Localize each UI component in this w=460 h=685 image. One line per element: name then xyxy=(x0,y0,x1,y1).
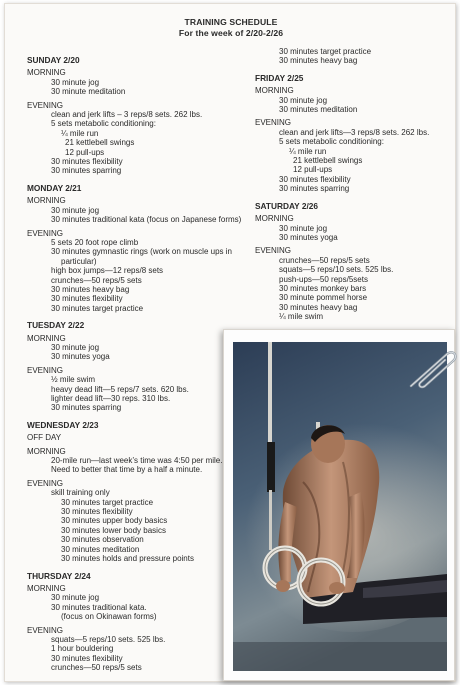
activity: 30 minute jog xyxy=(279,223,328,233)
section-label: MORNING xyxy=(27,196,66,206)
section-label: MORNING xyxy=(27,333,66,343)
day-heading: THURSDAY 2/24 xyxy=(27,570,91,581)
activity: 30 minutes target practice xyxy=(61,497,154,507)
activity: clean and jerk lifts—3 reps/8 sets. 262 lbs. xyxy=(279,127,430,137)
activity: 30 minutes yoga xyxy=(279,232,338,242)
activity: 30 minute jog xyxy=(51,593,100,603)
section-label: EVENING xyxy=(27,100,64,110)
activity: 30 minutes flexibility xyxy=(51,294,123,304)
activity: 30 minutes upper body basics xyxy=(61,516,168,526)
activity: 30 minutes monkey bars xyxy=(279,283,367,293)
activity: 30 minutes flexibility xyxy=(51,653,123,663)
section-label: EVENING xyxy=(27,228,64,238)
activity: 30 minutes lower body basics xyxy=(61,525,166,535)
schedule-page xyxy=(4,3,456,682)
section-label: EVENING xyxy=(255,118,292,128)
day-heading: FRIDAY 2/25 xyxy=(255,72,304,83)
activity: 30 minutes flexibility xyxy=(51,157,123,167)
activity: 30 minute jog xyxy=(51,77,100,87)
section-label: EVENING xyxy=(27,365,64,375)
activity: 30 minutes traditional kata (focus on Japanese forms) xyxy=(51,215,242,225)
activity: 12 pull-ups xyxy=(293,165,333,175)
day-friday xyxy=(255,74,455,194)
activity: particular) xyxy=(61,256,97,266)
right-column xyxy=(255,47,455,322)
day-wednesday xyxy=(27,421,237,564)
activity: squats—5 reps/10 sets. 525 lbs. xyxy=(279,265,394,275)
section-label: EVENING xyxy=(27,625,64,635)
activity: 30 minutes gymnastic rings (work on muscle ups in xyxy=(51,247,232,257)
day-tuesday xyxy=(27,321,237,413)
activity: 30 minutes flexibility xyxy=(61,507,133,517)
page-subtitle: For the week of 2/20-2/26 xyxy=(178,28,284,38)
activity: 30 minute jog xyxy=(51,342,100,352)
activity: 30 minutes observation xyxy=(61,535,144,545)
activity: 30 minute meditation xyxy=(51,87,126,97)
day-sunday xyxy=(27,56,237,176)
activity: lighter dead lift—30 reps. 310 lbs. xyxy=(51,394,171,403)
activity: 21 kettlebell swings xyxy=(293,156,363,166)
activity: 30 minutes flexibility xyxy=(279,174,351,184)
activity: 30 minutes heavy bag xyxy=(279,56,358,66)
activity: Need to better that time by a half a minute. xyxy=(51,465,203,475)
activity: 5 sets metabolic conditioning: xyxy=(279,137,384,147)
day-saturday xyxy=(255,202,455,322)
activity: 30 minutes sparring xyxy=(51,403,122,413)
activity: 30 minute jog xyxy=(51,205,100,215)
section-label: MORNING xyxy=(27,68,66,78)
activity: 5 sets metabolic conditioning: xyxy=(51,119,156,129)
off-day-label: OFF DAY xyxy=(27,433,62,443)
activity: 20-mile run—last week’s time was 4:50 per mile. xyxy=(51,456,223,466)
activity: 30 minutes holds and pressure points xyxy=(61,554,194,564)
activity: 30 minutes meditation xyxy=(61,544,140,554)
day-heading: TUESDAY 2/22 xyxy=(27,320,85,331)
activity: 1 hour bouldering xyxy=(51,644,114,654)
section-label: EVENING xyxy=(255,246,292,256)
activity: 30 minutes heavy bag xyxy=(51,284,130,294)
activity: crunches—50 reps/5 sets xyxy=(51,275,142,285)
activity: squats—5 reps/10 sets. 525 lbs. xyxy=(51,634,166,644)
activity: 30 minutes sparring xyxy=(279,184,350,194)
day-monday xyxy=(27,182,242,313)
activity: clean and jerk lifts – 3 reps/8 sets. 262 lbs. xyxy=(51,110,203,120)
activity: 5 sets 20 foot rope climb xyxy=(51,237,139,247)
activity: 30 minute pommel horse xyxy=(279,293,368,303)
activity: heavy dead lift—5 reps/7 sets. 620 lbs. xyxy=(51,384,189,394)
paperclip-icon xyxy=(407,344,459,390)
section-label: MORNING xyxy=(27,583,66,593)
day-heading: SUNDAY 2/20 xyxy=(27,55,80,65)
activity: 30 minutes target practice xyxy=(279,47,372,56)
day-thursday xyxy=(27,572,237,673)
activity: crunches—50 reps/5 sets xyxy=(51,663,142,673)
activity: 12 pull-ups xyxy=(65,147,105,157)
activity: ¼ mile swim xyxy=(279,312,324,322)
activity: 30 minutes yoga xyxy=(51,352,110,362)
gymnast-rings-illustration xyxy=(233,342,447,671)
day-heading: SATURDAY 2/26 xyxy=(255,200,319,211)
section-label: EVENING xyxy=(27,478,64,488)
activity: ½ mile swim xyxy=(51,375,96,385)
activity: ¼ mile run xyxy=(289,146,327,156)
day-heading: MONDAY 2/21 xyxy=(27,182,82,193)
left-column xyxy=(27,55,242,673)
activity: ¼ mile run xyxy=(61,128,99,138)
activity: push-ups—50 reps/5sets xyxy=(279,274,368,284)
section-label: MORNING xyxy=(255,86,294,96)
activity: 30 minutes meditation xyxy=(279,105,358,115)
activity: skill training only xyxy=(51,488,110,498)
day-heading: WEDNESDAY 2/23 xyxy=(27,419,99,430)
activity: (focus on Okinawan forms) xyxy=(61,612,157,622)
page-title: TRAINING SCHEDULE xyxy=(184,17,278,27)
activity: 30 minutes heavy bag xyxy=(279,302,358,312)
activity: 21 kettlebell swings xyxy=(65,138,135,148)
section-label: MORNING xyxy=(27,446,66,456)
activity: 30 minutes sparring xyxy=(51,166,122,176)
activity: 30 minute jog xyxy=(279,95,328,105)
activity: 30 minutes target practice xyxy=(51,303,144,313)
activity: high box jumps—12 reps/8 sets xyxy=(51,266,164,276)
activity: crunches—50 reps/5 sets xyxy=(279,255,370,265)
activity: 30 minutes traditional kata. xyxy=(51,602,147,612)
section-label: MORNING xyxy=(255,214,294,224)
